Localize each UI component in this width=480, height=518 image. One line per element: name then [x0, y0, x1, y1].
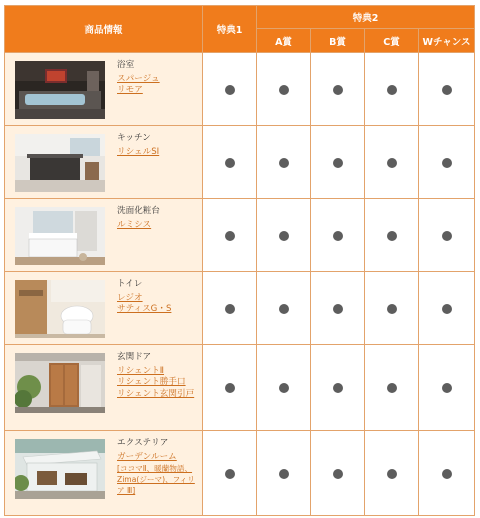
table-row	[5, 345, 475, 431]
mark-dot	[225, 231, 235, 241]
mark-dot	[225, 85, 235, 95]
product-link-lumisis[interactable]: ルミシス	[117, 219, 152, 230]
product-link-regio[interactable]: レジオ	[117, 292, 143, 303]
product-link-spage[interactable]: スパージュ	[117, 73, 160, 84]
product-link-recent-sliding[interactable]: リシェント玄関引戸	[117, 388, 195, 399]
mark-cell	[203, 345, 257, 431]
bathroom-photo	[15, 61, 105, 119]
table-row	[5, 126, 475, 199]
header-c-prize: C賞	[365, 29, 419, 53]
mark-dot	[279, 383, 289, 393]
header-tokuten2: 特典2	[257, 6, 475, 29]
mark-cell	[257, 199, 311, 272]
door-photo	[15, 353, 105, 413]
mark-cell	[419, 345, 475, 431]
mark-dot	[442, 231, 452, 241]
product-category: キッチン	[117, 133, 151, 143]
table-row	[5, 199, 475, 272]
mark-dot	[442, 158, 452, 168]
table-row	[5, 431, 475, 516]
mark-cell	[311, 199, 365, 272]
mark-cell	[257, 53, 311, 126]
mark-cell	[365, 272, 419, 345]
mark-dot	[333, 85, 343, 95]
mark-dot	[225, 304, 235, 314]
mark-dot	[387, 158, 397, 168]
product-cell-kitchen	[5, 126, 203, 199]
product-category: 浴室	[117, 60, 135, 70]
mark-cell	[311, 272, 365, 345]
mark-dot	[387, 231, 397, 241]
mark-cell	[311, 345, 365, 431]
mark-dot	[333, 383, 343, 393]
mark-cell	[257, 272, 311, 345]
mark-dot	[279, 158, 289, 168]
mark-cell	[419, 53, 475, 126]
mark-cell	[365, 199, 419, 272]
mark-cell	[257, 431, 311, 516]
mark-dot	[442, 304, 452, 314]
mark-cell	[257, 345, 311, 431]
toilet-photo	[15, 280, 105, 338]
mark-cell	[419, 272, 475, 345]
product-cell-toilet	[5, 272, 203, 345]
vanity-photo	[15, 207, 105, 265]
mark-dot	[442, 383, 452, 393]
kitchen-photo	[15, 134, 105, 192]
product-cell-bathroom	[5, 53, 203, 126]
mark-dot	[225, 158, 235, 168]
header-a-prize: A賞	[257, 29, 311, 53]
mark-dot	[387, 383, 397, 393]
mark-cell	[419, 199, 475, 272]
mark-dot	[333, 304, 343, 314]
product-cell-vanity	[5, 199, 203, 272]
mark-dot	[279, 231, 289, 241]
product-link-rimore[interactable]: リモア	[117, 85, 143, 95]
header-tokuten1: 特典1	[203, 6, 257, 53]
mark-dot	[279, 469, 289, 479]
table-row	[5, 53, 475, 126]
product-link-satis[interactable]: サティスG・S	[117, 304, 172, 314]
mark-cell	[419, 431, 475, 516]
mark-dot	[442, 469, 452, 479]
header-product-info: 商品情報	[5, 6, 203, 53]
product-link-garden-room[interactable]: ガーデンルーム	[117, 451, 177, 462]
campaign-table-wrapper	[4, 5, 474, 516]
mark-cell	[203, 53, 257, 126]
mark-dot	[225, 383, 235, 393]
product-category: エクステリア	[117, 438, 169, 448]
mark-dot	[442, 85, 452, 95]
product-cell-exterior	[5, 431, 203, 516]
header-b-prize: B賞	[311, 29, 365, 53]
product-category: トイレ	[117, 279, 143, 289]
mark-cell	[203, 199, 257, 272]
product-category: 洗面化粧台	[117, 206, 160, 216]
mark-cell	[203, 272, 257, 345]
mark-cell	[365, 431, 419, 516]
table-row	[5, 272, 475, 345]
mark-dot	[279, 304, 289, 314]
product-category: 玄関ドア	[117, 352, 152, 362]
mark-cell	[419, 126, 475, 199]
mark-cell	[311, 126, 365, 199]
mark-dot	[279, 85, 289, 95]
mark-dot	[387, 304, 397, 314]
mark-cell	[311, 431, 365, 516]
mark-cell	[365, 126, 419, 199]
product-link-garden-series[interactable]: [ココマⅡ、暖蘭物語、Zima(ジーマ)、フィリア Ⅲ]	[117, 464, 195, 495]
mark-dot	[333, 231, 343, 241]
campaign-table	[4, 5, 475, 516]
mark-dot	[333, 469, 343, 479]
mark-cell	[365, 345, 419, 431]
mark-dot	[225, 469, 235, 479]
mark-cell	[365, 53, 419, 126]
mark-dot	[387, 85, 397, 95]
mark-cell	[257, 126, 311, 199]
product-link-recent-2[interactable]: リシェントⅡ	[117, 365, 165, 376]
mark-cell	[311, 53, 365, 126]
product-link-richelle-si[interactable]: リシェルSI	[117, 146, 160, 157]
mark-dot	[387, 469, 397, 479]
mark-dot	[333, 158, 343, 168]
product-link-recent-backdoor[interactable]: リシェント勝手口	[117, 377, 186, 387]
exterior-photo	[15, 439, 105, 499]
product-cell-door	[5, 345, 203, 431]
mark-cell	[203, 431, 257, 516]
mark-cell	[203, 126, 257, 199]
header-w-chance: Wチャンス	[419, 29, 475, 53]
